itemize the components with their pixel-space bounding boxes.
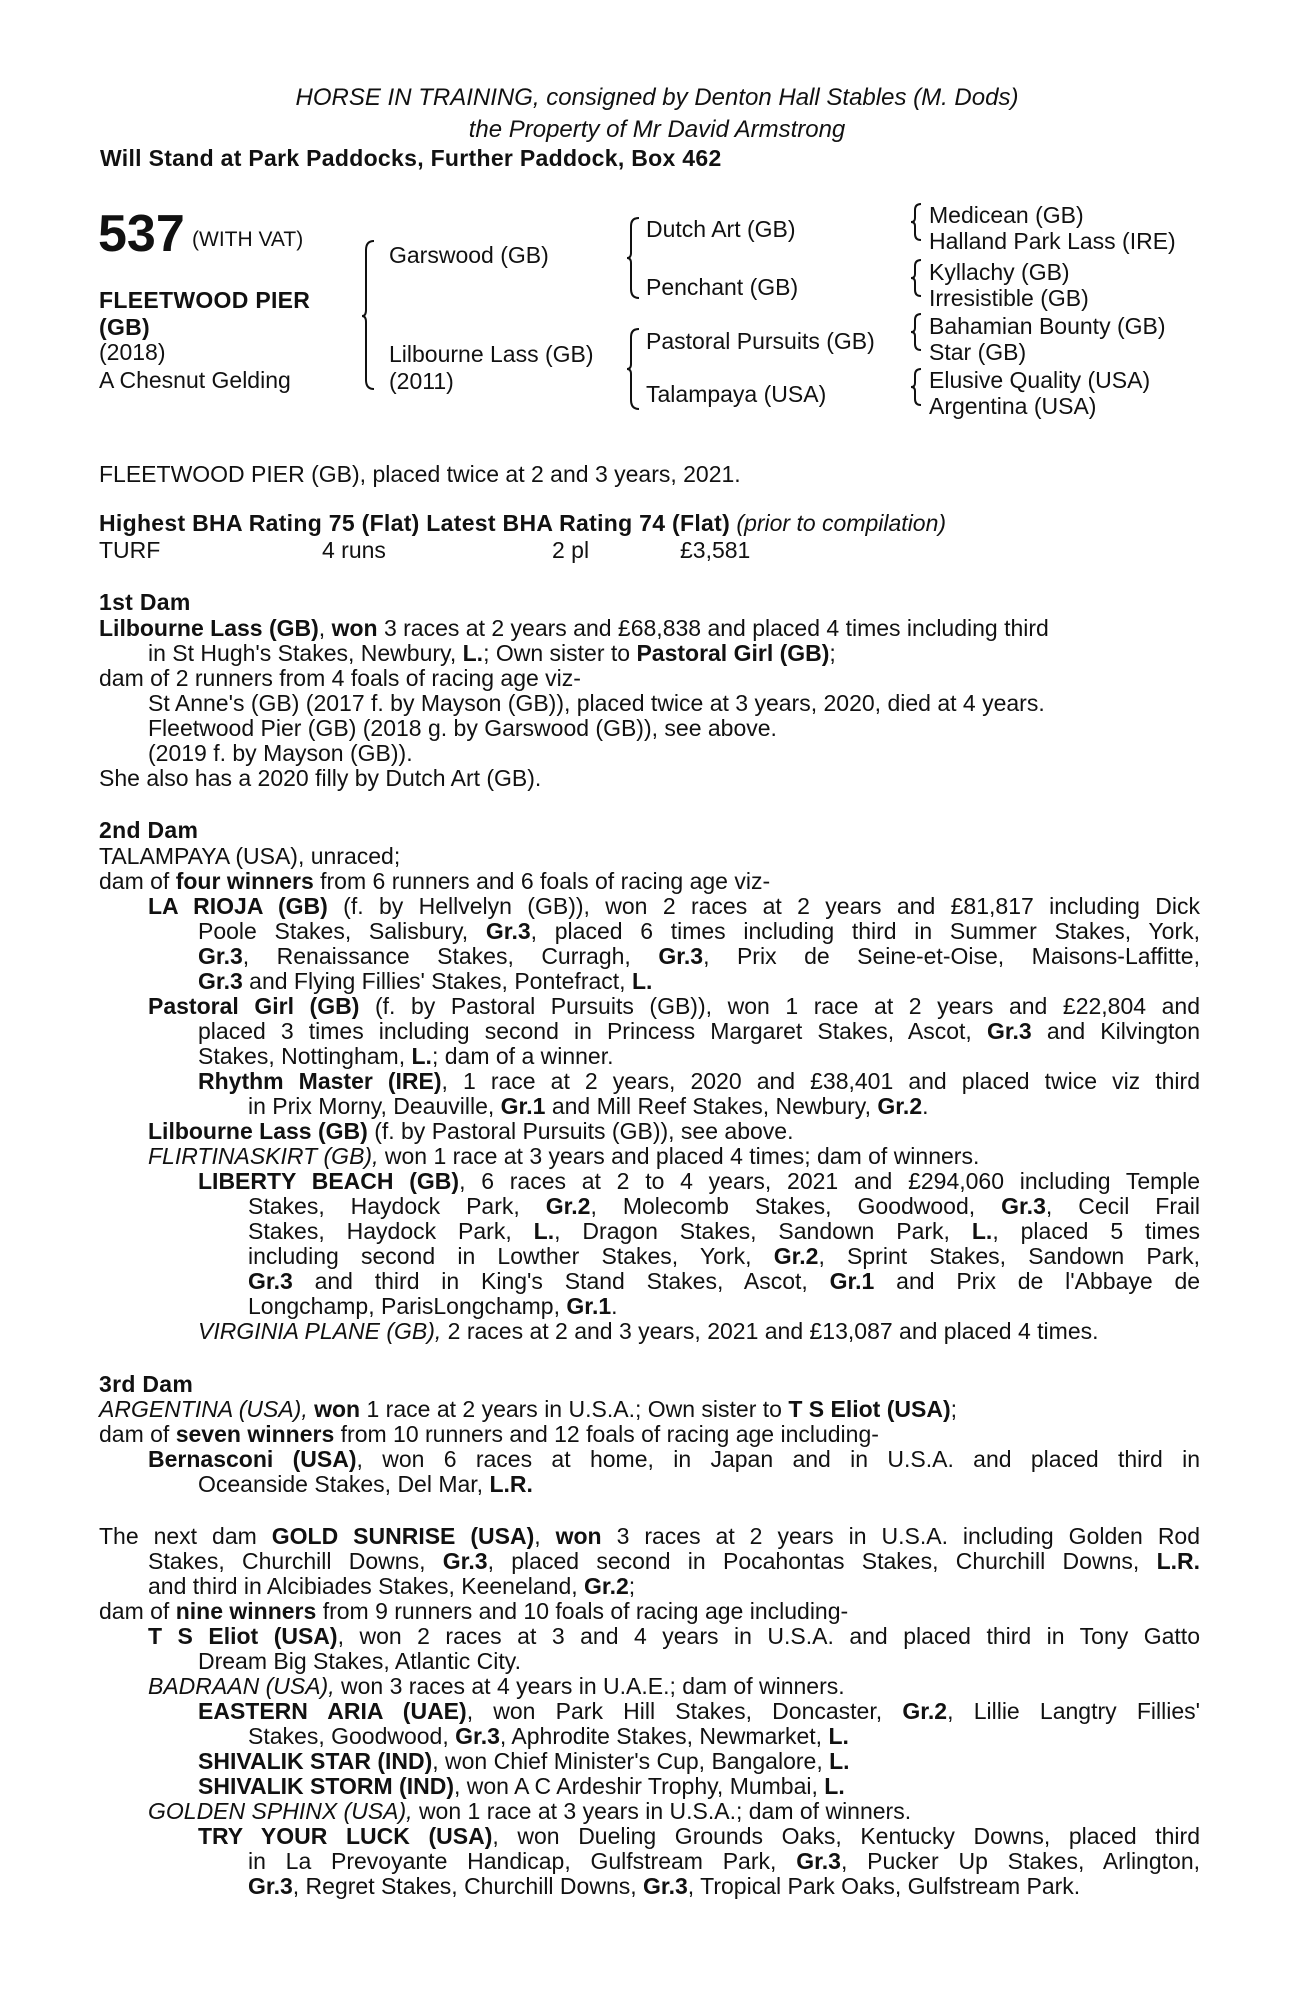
pedigree-bracket-5 bbox=[911, 259, 923, 297]
pedigree-sire: Garswood (GB) bbox=[389, 242, 549, 268]
bernasconi-line bbox=[148, 1448, 1200, 1471]
grade-label: L. bbox=[411, 1043, 432, 1069]
text-span: placed 3 times including second in Princess Margaret Stakes, Ascot, bbox=[198, 1018, 972, 1044]
text-span: . bbox=[922, 1093, 929, 1119]
horse-name: EASTERN ARIA (UAE) bbox=[198, 1698, 467, 1724]
grade-label: L. bbox=[971, 1218, 993, 1244]
text-span: , placed 6 times including third in Summer Stakes, York, bbox=[530, 918, 1201, 944]
pedigree-dam: Lilbourne Lass (GB) bbox=[389, 341, 594, 367]
text-span: in Prix Morny, Deauville, bbox=[248, 1093, 495, 1119]
text-span: , won 2 races at 3 and 4 years in U.S.A. and placed third in Tony Gatto bbox=[337, 1623, 1200, 1649]
grade-label: Gr.3 bbox=[198, 968, 243, 994]
text-span: , Molecomb Stakes, Goodwood, bbox=[590, 1193, 976, 1219]
la-rioja-line bbox=[198, 920, 1200, 943]
bha-rating bbox=[99, 512, 946, 535]
pedigree-gen3: Kyllachy (GB) bbox=[929, 259, 1070, 285]
horse-name: BADRAAN (USA), bbox=[148, 1673, 335, 1699]
foaling-year: (2018) bbox=[99, 339, 166, 365]
text-span: dam of bbox=[99, 1598, 170, 1624]
liberty-beach-line bbox=[248, 1295, 618, 1318]
text-span: , Tropical Park Oaks, Gulfstream Park. bbox=[687, 1873, 1081, 1899]
text-span: (f. by Hellvelyn (GB)), won 2 races at 2 years and £81,817 including Dick bbox=[343, 893, 1201, 919]
rhythm-master-line bbox=[198, 1070, 1200, 1093]
bha-rating-note: (prior to compilation) bbox=[736, 510, 947, 536]
horse-name: LA RIOJA (GB) bbox=[148, 893, 328, 919]
golden-sphinx-line bbox=[148, 1800, 911, 1823]
lilbourne-lass-line bbox=[148, 1120, 793, 1143]
grade-label: Gr.3 bbox=[986, 1018, 1032, 1044]
pedigree-gen3: Elusive Quality (USA) bbox=[929, 367, 1151, 393]
bha-rating-values: Highest BHA Rating 75 (Flat) Latest BHA Rating 74 (Flat) bbox=[99, 510, 731, 536]
ts-eliot-line bbox=[148, 1625, 1200, 1648]
consignor-line: HORSE IN TRAINING, consigned by Denton Hall Stables (M. Dods) bbox=[295, 84, 1019, 111]
badraan-line bbox=[148, 1675, 845, 1698]
text-span: 1 race at 2 years in U.S.A.; Own sister to bbox=[366, 1396, 782, 1422]
pastoral-girl-line bbox=[148, 995, 1200, 1018]
grade-label: L. bbox=[631, 968, 653, 994]
dam-name: Lilbourne Lass (GB) bbox=[99, 615, 319, 641]
text-span: Stakes, Goodwood, bbox=[248, 1723, 449, 1749]
text-span: Stakes, Nottingham, bbox=[198, 1043, 406, 1069]
text-span: (f. by Pastoral Pursuits (GB)), see above. bbox=[374, 1118, 794, 1144]
try-your-luck-line bbox=[248, 1850, 1200, 1873]
pedigree-dam-year: (2011) bbox=[389, 368, 454, 394]
horse-name: Rhythm Master (IRE) bbox=[198, 1068, 442, 1094]
pedigree-bracket-1 bbox=[362, 240, 376, 390]
first-dam-line: dam of 2 runners from 4 foals of racing age viz- bbox=[99, 665, 581, 691]
grade-label: Gr.3 bbox=[643, 1873, 688, 1899]
grade-label: Gr.3 bbox=[796, 1848, 841, 1874]
next-dam-line bbox=[99, 1525, 1200, 1548]
second-dam-heading: 2nd Dam bbox=[99, 817, 199, 843]
text-span: 3 races at 2 years and £68,838 and placed 4 times including third bbox=[383, 615, 1049, 641]
horse-name: SHIVALIK STORM (IND) bbox=[198, 1773, 454, 1799]
text-span: , 6 races at 2 to 4 years, 2021 and £294,060 including Temple bbox=[459, 1168, 1201, 1194]
grade-label: Gr.1 bbox=[829, 1268, 875, 1294]
horse-name: GOLDEN SPHINX (USA), bbox=[148, 1798, 413, 1824]
pedigree-bracket-7 bbox=[911, 368, 923, 406]
pastoral-girl-line bbox=[198, 1045, 614, 1068]
text-span: , won 6 races at home, in Japan and in U.S.A. and placed third in bbox=[356, 1446, 1200, 1472]
grade-label: Gr.1 bbox=[500, 1093, 546, 1119]
horse-name: T S Eliot (USA) bbox=[148, 1623, 338, 1649]
try-your-luck-line bbox=[198, 1825, 1200, 1848]
produce-line: She also has a 2020 filly by Dutch Art (GB). bbox=[99, 765, 542, 791]
text-span: The next dam bbox=[99, 1523, 257, 1549]
text-span: in St Hugh's Stakes, Newbury, bbox=[148, 640, 457, 666]
text-span: Stakes, Haydock Park, bbox=[248, 1193, 520, 1219]
runs: 4 runs bbox=[322, 537, 386, 563]
text-span: won 1 race at 3 years and placed 4 times; dam of winners. bbox=[384, 1143, 980, 1169]
text-span: , Cecil Frail bbox=[1045, 1193, 1201, 1219]
bernasconi-line bbox=[198, 1473, 533, 1496]
third-dam-line bbox=[99, 1398, 957, 1421]
pedigree-sire-dam: Penchant (GB) bbox=[646, 274, 799, 300]
text-span: and third in Alcibiades Stakes, Keeneland, bbox=[148, 1573, 578, 1599]
text-span: , 1 race at 2 years, 2020 and £38,401 and placed twice viz third bbox=[441, 1068, 1200, 1094]
horse-description: A Chesnut Gelding bbox=[99, 367, 291, 393]
text-span: , won Park Hill Stakes, Doncaster, bbox=[466, 1698, 883, 1724]
pedigree-gen3: Argentina (USA) bbox=[929, 393, 1097, 419]
text-span: . bbox=[611, 1293, 618, 1319]
text-span: dam of bbox=[99, 868, 170, 894]
text-span: 2 races at 2 and 3 years, 2021 and £13,087 and placed 4 times. bbox=[447, 1318, 1099, 1344]
horse-name: Bernasconi (USA) bbox=[148, 1446, 357, 1472]
dam-name: GOLD SUNRISE (USA) bbox=[271, 1523, 535, 1549]
text-span: Stakes, Churchill Downs, bbox=[148, 1548, 426, 1574]
third-dam-line bbox=[99, 1423, 879, 1446]
won-label: won bbox=[314, 1396, 361, 1422]
text-span: and third in King's Stand Stakes, Ascot, bbox=[314, 1268, 808, 1294]
text-span: from 10 runners and 12 foals of racing age including- bbox=[340, 1421, 879, 1447]
grade-label: L. bbox=[829, 1748, 850, 1774]
grade-label: Gr.3 bbox=[658, 943, 704, 969]
first-dam-line: Lilbourne Lass (GB), won 3 races at 2 years and £68,838 and placed 4 times including third bbox=[99, 615, 1049, 641]
produce-line: Fleetwood Pier (GB) (2018 g. by Garswood (GB)), see above. bbox=[148, 715, 777, 741]
sister-name: Pastoral Girl (GB) bbox=[636, 640, 830, 666]
text-span: and Mill Reef Stakes, Newbury, bbox=[551, 1093, 871, 1119]
winners-count: seven winners bbox=[175, 1421, 335, 1447]
won-label: won bbox=[331, 615, 378, 641]
text-span: in La Prevoyante Handicap, Gulfstream Park, bbox=[248, 1848, 777, 1874]
grade-label: Gr.3 bbox=[248, 1268, 293, 1294]
produce-line: St Anne's (GB) (2017 f. by Mayson (GB)), placed twice at 3 years, 2020, died at 4 years. bbox=[148, 690, 1045, 716]
pedigree-gen3: Bahamian Bounty (GB) bbox=[929, 313, 1166, 339]
grade-label: Gr.3 bbox=[248, 1873, 293, 1899]
produce-line: (2019 f. by Mayson (GB)). bbox=[148, 740, 413, 766]
grade-label: Gr.3 bbox=[455, 1723, 500, 1749]
text-span: ; bbox=[628, 1573, 636, 1599]
text-span: , Lillie Langtry Fillies' bbox=[947, 1698, 1200, 1724]
text-span: , won Dueling Grounds Oaks, Kentucky Downs, placed third bbox=[492, 1823, 1200, 1849]
vat-label: (WITH VAT) bbox=[192, 228, 304, 251]
horse-name: SHIVALIK STAR (IND) bbox=[198, 1748, 433, 1774]
horse-country: (GB) bbox=[99, 314, 151, 340]
eastern-aria-line bbox=[248, 1725, 849, 1748]
horse-name: TRY YOUR LUCK (USA) bbox=[198, 1823, 493, 1849]
text-span: won 1 race at 3 years in U.S.A.; dam of winners. bbox=[418, 1798, 912, 1824]
liberty-beach-line bbox=[248, 1245, 1200, 1268]
text-span: ; bbox=[829, 640, 836, 666]
ts-eliot-line: Dream Big Stakes, Atlantic City. bbox=[198, 1648, 521, 1674]
grade-label: Gr.3 bbox=[442, 1548, 488, 1574]
pedigree-dam-dam: Talampaya (USA) bbox=[646, 381, 827, 407]
text-span: ; Own sister to bbox=[483, 640, 631, 666]
grade-label: L. bbox=[824, 1773, 845, 1799]
text-span: dam of bbox=[99, 1421, 170, 1447]
text-span: won 3 races at 4 years in U.A.E.; dam of winners. bbox=[340, 1673, 845, 1699]
text-span: ; dam of a winner. bbox=[431, 1043, 614, 1069]
grade-label: Gr.2 bbox=[877, 1093, 923, 1119]
text-span: , Prix de Seine-et-Oise, Maisons-Laffitte, bbox=[703, 943, 1200, 969]
pedigree-sire-sire: Dutch Art (GB) bbox=[646, 216, 796, 242]
text-span: including second in Lowther Stakes, York, bbox=[248, 1243, 752, 1269]
horse-name: Pastoral Girl (GB) bbox=[148, 993, 360, 1019]
grade-label: L.R. bbox=[489, 1471, 533, 1497]
grade-label: Gr.2 bbox=[545, 1193, 591, 1219]
text-span: , Aphrodite Stakes, Newmarket, bbox=[499, 1723, 823, 1749]
text-span: , Sprint Stakes, Sandown Park, bbox=[818, 1243, 1201, 1269]
horse-name: LIBERTY BEACH (GB) bbox=[198, 1168, 460, 1194]
pedigree-gen3: Irresistible (GB) bbox=[929, 285, 1089, 311]
horse-name: VIRGINIA PLANE (GB), bbox=[198, 1318, 442, 1344]
text-span: Stakes, Haydock Park, bbox=[248, 1218, 512, 1244]
text-span: , won A C Ardeshir Trophy, Mumbai, bbox=[453, 1773, 818, 1799]
text-span: , Pucker Up Stakes, Arlington, bbox=[840, 1848, 1201, 1874]
race-summary: FLEETWOOD PIER (GB), placed twice at 2 and 3 years, 2021. bbox=[99, 461, 741, 487]
text-span: 3 races at 2 years in U.S.A. including Golden Rod bbox=[616, 1523, 1201, 1549]
grade-label: Gr.2 bbox=[773, 1243, 819, 1269]
pedigree-gen3: Star (GB) bbox=[929, 339, 1027, 365]
pedigree-dam-sire: Pastoral Pursuits (GB) bbox=[646, 328, 875, 354]
la-rioja-line bbox=[198, 970, 652, 993]
la-rioja-line bbox=[148, 895, 1200, 918]
text-span: from 6 runners and 6 foals of racing age viz- bbox=[320, 868, 771, 894]
liberty-beach-line bbox=[248, 1195, 1200, 1218]
first-dam-heading: 1st Dam bbox=[99, 589, 191, 615]
text-span: , placed second in Pocahontas Stakes, Churchill Downs, bbox=[487, 1548, 1140, 1574]
earnings: £3,581 bbox=[680, 537, 751, 563]
surface: TURF bbox=[99, 537, 161, 563]
text-span: ; bbox=[950, 1396, 957, 1422]
lot-number: 537 bbox=[98, 205, 185, 263]
sister-name: T S Eliot (USA) bbox=[788, 1396, 951, 1422]
grade-label: Gr.2 bbox=[584, 1573, 629, 1599]
text-span: , won Chief Minister's Cup, Bangalore, bbox=[432, 1748, 823, 1774]
placings: 2 pl bbox=[552, 537, 590, 563]
grade-label: Gr.3 bbox=[198, 943, 243, 969]
pedigree-gen3: Medicean (GB) bbox=[929, 202, 1084, 228]
text-span: Oceanside Stakes, Del Mar, bbox=[198, 1471, 484, 1497]
text-span: Poole Stakes, Salisbury, bbox=[198, 918, 469, 944]
grade-label: Gr.3 bbox=[1001, 1193, 1046, 1219]
text-span: , bbox=[534, 1523, 541, 1549]
property-line: the Property of Mr David Armstrong bbox=[468, 116, 846, 143]
grade-label: L.R. bbox=[1156, 1548, 1201, 1574]
grade-label: L. bbox=[533, 1218, 555, 1244]
grade-label: Gr.1 bbox=[566, 1293, 612, 1319]
shivalik-star-line bbox=[198, 1750, 850, 1773]
virginia-plane-line bbox=[198, 1320, 1099, 1343]
horse-name: Lilbourne Lass (GB) bbox=[148, 1118, 368, 1144]
liberty-beach-line bbox=[198, 1170, 1200, 1193]
text-span: , Regret Stakes, Churchill Downs, bbox=[292, 1873, 637, 1899]
pedigree-bracket-2 bbox=[627, 217, 641, 299]
pastoral-girl-line bbox=[198, 1020, 1200, 1043]
grade-label: Gr.3 bbox=[485, 918, 531, 944]
flirtinaskirt-line bbox=[148, 1145, 979, 1168]
text-span: , Renaissance Stakes, Curragh, bbox=[242, 943, 631, 969]
try-your-luck-line bbox=[248, 1875, 1080, 1898]
liberty-beach-line bbox=[248, 1270, 1200, 1293]
la-rioja-line bbox=[198, 945, 1200, 968]
dam-name: ARGENTINA (USA), bbox=[99, 1396, 308, 1422]
grade-label: L. bbox=[828, 1723, 849, 1749]
pedigree-bracket-4 bbox=[911, 203, 923, 241]
text-span: Longchamp, ParisLongchamp, bbox=[248, 1293, 560, 1319]
winners-count: four winners bbox=[175, 868, 314, 894]
rhythm-master-line bbox=[248, 1095, 929, 1118]
won-label: won bbox=[555, 1523, 602, 1549]
text-span: and Flying Fillies' Stakes, Pontefract, bbox=[249, 968, 626, 994]
text-span: , placed 5 times bbox=[992, 1218, 1201, 1244]
stand-location: Will Stand at Park Paddocks, Further Paddock, Box 462 bbox=[100, 145, 722, 171]
text-span: and Prix de l'Abbaye de bbox=[896, 1268, 1201, 1294]
pedigree-gen3: Halland Park Lass (IRE) bbox=[929, 228, 1176, 254]
second-dam-line: TALAMPAYA (USA), unraced; bbox=[99, 843, 401, 869]
grade-label: Gr.2 bbox=[902, 1698, 948, 1724]
horse-name: FLIRTINASKIRT (GB), bbox=[148, 1143, 379, 1169]
text-span: , Dragon Stakes, Sandown Park, bbox=[554, 1218, 950, 1244]
winners-count: nine winners bbox=[175, 1598, 317, 1624]
next-dam-line bbox=[148, 1575, 635, 1598]
shivalik-storm-line bbox=[198, 1775, 845, 1798]
text-span: and Kilvington bbox=[1046, 1018, 1201, 1044]
horse-name: FLEETWOOD PIER bbox=[99, 287, 311, 313]
pedigree-bracket-3 bbox=[627, 328, 641, 410]
grade-label: L. bbox=[462, 640, 484, 666]
text-span: from 9 runners and 10 foals of racing age including- bbox=[322, 1598, 849, 1624]
next-dam-line bbox=[148, 1550, 1200, 1573]
second-dam-line bbox=[99, 870, 770, 893]
next-dam-line bbox=[99, 1600, 848, 1623]
pedigree-bracket-6 bbox=[911, 313, 923, 351]
third-dam-heading: 3rd Dam bbox=[99, 1371, 194, 1397]
eastern-aria-line bbox=[198, 1700, 1200, 1723]
text-span: (f. by Pastoral Pursuits (GB)), won 1 race at 2 years and £22,804 and bbox=[374, 993, 1201, 1019]
liberty-beach-line bbox=[248, 1220, 1200, 1243]
first-dam-line bbox=[148, 642, 836, 665]
